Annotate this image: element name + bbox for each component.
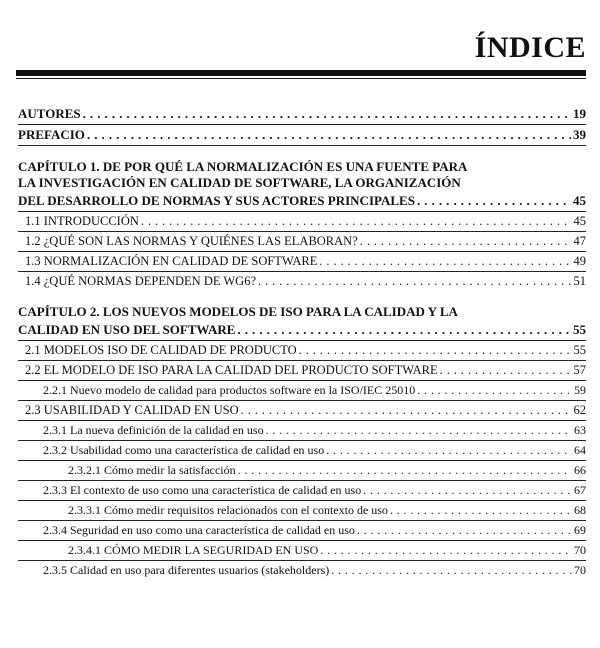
toc-entry-title: 2.3.2 Usabilidad como una característica de calidad en uso — [43, 443, 325, 457]
dot-leader — [360, 232, 572, 251]
toc-entry-title: 2.3.3.1 Cómo medir requisitos relacionados con el contexto de uso — [68, 503, 388, 517]
dot-leader — [331, 561, 572, 580]
table-of-contents — [18, 104, 586, 580]
toc-chapter-entry[interactable] — [18, 159, 586, 212]
dot-leader — [363, 481, 572, 500]
toc-page-number: 19 — [573, 106, 586, 121]
toc-entry[interactable] — [18, 341, 586, 360]
dot-leader — [141, 212, 572, 231]
toc-entry-line — [43, 381, 586, 400]
toc-entry[interactable] — [18, 480, 586, 500]
toc-entry-title: 2.2 EL MODELO DE ISO PARA LA CALIDAD DEL PRODUCTO SOFTWARE — [25, 363, 438, 377]
toc-entry-line — [25, 252, 586, 271]
toc-page-number: 70 — [574, 543, 586, 557]
title-double-rule — [16, 70, 586, 79]
dot-leader — [417, 381, 572, 400]
toc-entry-line — [25, 272, 586, 291]
toc-entry-line — [18, 191, 586, 211]
toc-entry[interactable] — [18, 560, 586, 580]
toc-page-number: 64 — [574, 443, 586, 457]
toc-entry-heading-line: CAPÍTULO 1. DE POR QUÉ LA NORMALIZACIÓN ES UNA FUENTE PARA — [18, 159, 468, 174]
dot-leader — [326, 441, 572, 460]
dot-leader — [440, 361, 572, 380]
toc-entry-title: 1.1 INTRODUCCIÓN — [25, 214, 139, 228]
toc-entry-line — [18, 104, 586, 124]
toc-entry-line — [43, 441, 586, 460]
toc-page-number: 47 — [573, 234, 586, 248]
toc-page-number: 57 — [573, 363, 586, 377]
toc-entry-title: 2.3.4.1 CÓMO MEDIR LA SEGURIDAD EN USO — [68, 543, 319, 557]
toc-entry-line — [18, 125, 586, 145]
toc-entry-line — [68, 501, 586, 520]
toc-entry[interactable] — [18, 251, 586, 271]
toc-entry-heading-line: LA INVESTIGACIÓN EN CALIDAD DE SOFTWARE, LA ORGANIZACIÓN — [18, 175, 461, 190]
toc-entry-title: 2.1 MODELOS ISO DE CALIDAD DE PRODUCTO — [25, 343, 297, 357]
toc-entry-line — [68, 461, 586, 480]
dot-leader — [417, 191, 571, 211]
toc-entry-title: DEL DESARROLLO DE NORMAS Y SUS ACTORES PRINCIPALES — [18, 193, 415, 208]
toc-entry[interactable] — [18, 380, 586, 400]
dot-leader — [357, 521, 572, 540]
title-rule-thick — [16, 70, 586, 76]
dot-leader — [258, 272, 572, 291]
toc-page-number: 55 — [573, 343, 586, 357]
toc-chapter-entry[interactable] — [18, 125, 586, 146]
toc-entry-line — [25, 212, 586, 231]
toc-entry[interactable] — [18, 360, 586, 380]
toc-page-number: 69 — [574, 523, 586, 537]
toc-entry-title: 2.3.2.1 Cómo medir la satisfacción — [68, 463, 236, 477]
toc-entry-line — [43, 421, 586, 440]
toc-page-number: 39 — [573, 127, 586, 142]
toc-entry-title: 1.4 ¿QUÉ NORMAS DEPENDEN DE WG6? — [25, 274, 256, 288]
toc-entry-title: 2.3.1 La nueva definición de la calidad en uso — [43, 423, 264, 437]
toc-entry-title: 1.2 ¿QUÉ SON LAS NORMAS Y QUIÉNES LAS ELABORAN? — [25, 234, 358, 248]
toc-entry-title: AUTORES — [18, 106, 81, 121]
toc-entry-title: 2.3.3 El contexto de uso como una característica de calidad en uso — [43, 483, 362, 497]
toc-entry-line — [43, 481, 586, 500]
dot-leader — [299, 341, 572, 360]
toc-entry-line — [18, 320, 586, 340]
toc-page-number: 45 — [573, 193, 586, 208]
toc-entry-title: 2.3 USABILIDAD Y CALIDAD EN USO — [25, 403, 239, 417]
toc-chapter-entry[interactable] — [18, 104, 586, 125]
toc-entry-line — [43, 521, 586, 540]
toc-entry[interactable] — [18, 540, 586, 560]
dot-leader — [87, 125, 571, 145]
toc-page-number: 68 — [574, 503, 586, 517]
dot-leader — [320, 541, 572, 560]
dot-leader — [237, 320, 571, 340]
toc-entry-title: CALIDAD EN USO DEL SOFTWARE — [18, 322, 236, 337]
toc-entry[interactable] — [18, 271, 586, 291]
toc-page-number: 62 — [573, 403, 586, 417]
toc-entry-line — [43, 561, 586, 580]
toc-entry[interactable] — [18, 420, 586, 440]
toc-entry[interactable] — [18, 231, 586, 251]
toc-entry-line — [68, 541, 586, 560]
toc-page-number: 59 — [574, 383, 586, 397]
toc-page-number: 51 — [573, 274, 586, 288]
toc-chapter-entry[interactable] — [18, 304, 586, 341]
toc-entry-heading-line: CAPÍTULO 2. LOS NUEVOS MODELOS DE ISO PARA LA CALIDAD Y LA — [18, 304, 458, 319]
dot-leader — [266, 421, 572, 440]
toc-entry-title: 2.3.5 Calidad en uso para diferentes usuarios (stakeholders) — [43, 563, 330, 577]
toc-entry[interactable] — [18, 212, 586, 231]
dot-leader — [390, 501, 572, 520]
title-rule-thin — [16, 78, 586, 79]
dot-leader — [83, 104, 571, 124]
toc-page-number: 70 — [574, 563, 586, 577]
toc-entry[interactable] — [18, 440, 586, 460]
toc-page-number: 45 — [573, 214, 586, 228]
toc-entry-title: PREFACIO — [18, 127, 85, 142]
toc-entry[interactable] — [18, 520, 586, 540]
toc-entry[interactable] — [18, 400, 586, 420]
toc-page-number: 49 — [573, 254, 586, 268]
toc-entry-line — [25, 341, 586, 360]
toc-entry[interactable] — [18, 460, 586, 480]
toc-page-number: 55 — [573, 322, 586, 337]
toc-entry-title: 2.2.1 Nuevo modelo de calidad para productos software en la ISO/IEC 25010 — [43, 383, 416, 397]
toc-entry-title: 1.3 NORMALIZACIÓN EN CALIDAD DE SOFTWARE — [25, 254, 318, 268]
toc-entry[interactable] — [18, 500, 586, 520]
toc-page-number: 63 — [574, 423, 586, 437]
dot-leader — [238, 461, 572, 480]
toc-entry-line — [25, 232, 586, 251]
toc-page-number: 66 — [574, 463, 586, 477]
dot-leader — [319, 252, 571, 271]
page-title: ÍNDICE — [474, 31, 586, 64]
toc-entry-line — [25, 361, 586, 380]
toc-entry-title: 2.3.4 Seguridad en uso como una característica de calidad en uso — [43, 523, 355, 537]
toc-entry-line — [25, 401, 586, 420]
toc-page-number: 67 — [574, 483, 586, 497]
dot-leader — [241, 401, 572, 420]
